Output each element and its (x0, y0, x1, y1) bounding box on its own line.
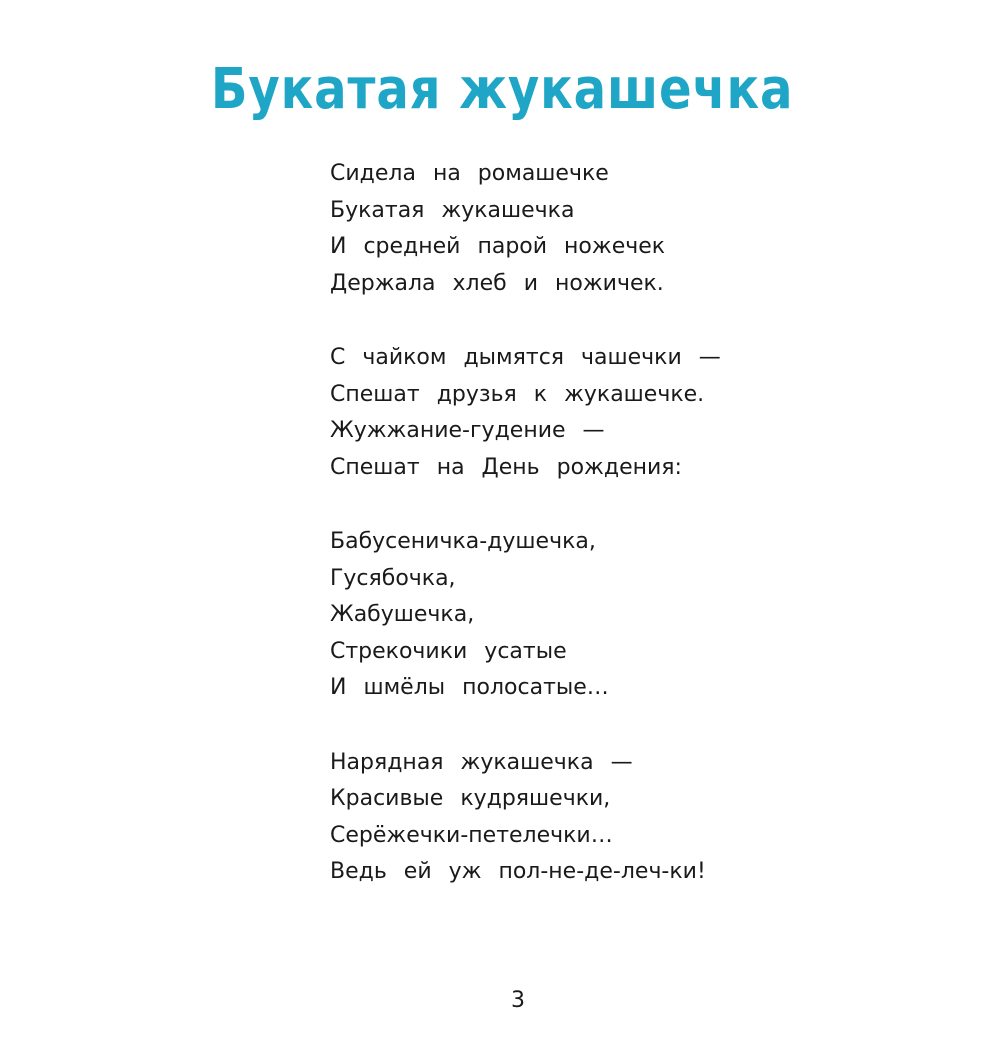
poem-line: Красивые кудряшечки, (330, 786, 611, 811)
stanza-3 (330, 524, 970, 707)
poem-line: И шмёлы полосатые… (330, 675, 609, 700)
poem-line: Жабушечка, (330, 602, 475, 627)
stanza-4 (330, 745, 970, 891)
poem-line: Держала хлеб и ножичек. (330, 270, 664, 296)
poem-line: И средней парой ножечек (330, 234, 666, 259)
stanza-2 (330, 340, 970, 486)
poem-body (330, 156, 970, 929)
poem-line: Ведь ей уж пол-не-де-леч-ки! (330, 859, 706, 884)
poem-line: Стрекочики усатые (330, 638, 567, 664)
poem-line: Гусябочка, (330, 565, 456, 591)
poem-line: Сидела на ромашечке (330, 161, 609, 186)
poem-line: Серёжечки-петелечки… (330, 822, 613, 848)
poem-line: Спешат друзья к жукашечке. (330, 381, 705, 407)
poem-line: Жужжание-гудение — (330, 418, 605, 443)
poem-line: Бабусеничка-душечка, (330, 529, 596, 554)
page-number: 3 (511, 988, 525, 1013)
poem-title: Букатая жукашечка (210, 57, 794, 122)
stanza-1 (330, 156, 970, 302)
poem-line: Букатая жукашечка (330, 197, 575, 223)
poem-line: Нарядная жукашечка — (330, 749, 633, 775)
poem-line: Спешат на День рождения: (330, 454, 682, 480)
poem-line: С чайком дымятся чашечки — (330, 345, 721, 370)
